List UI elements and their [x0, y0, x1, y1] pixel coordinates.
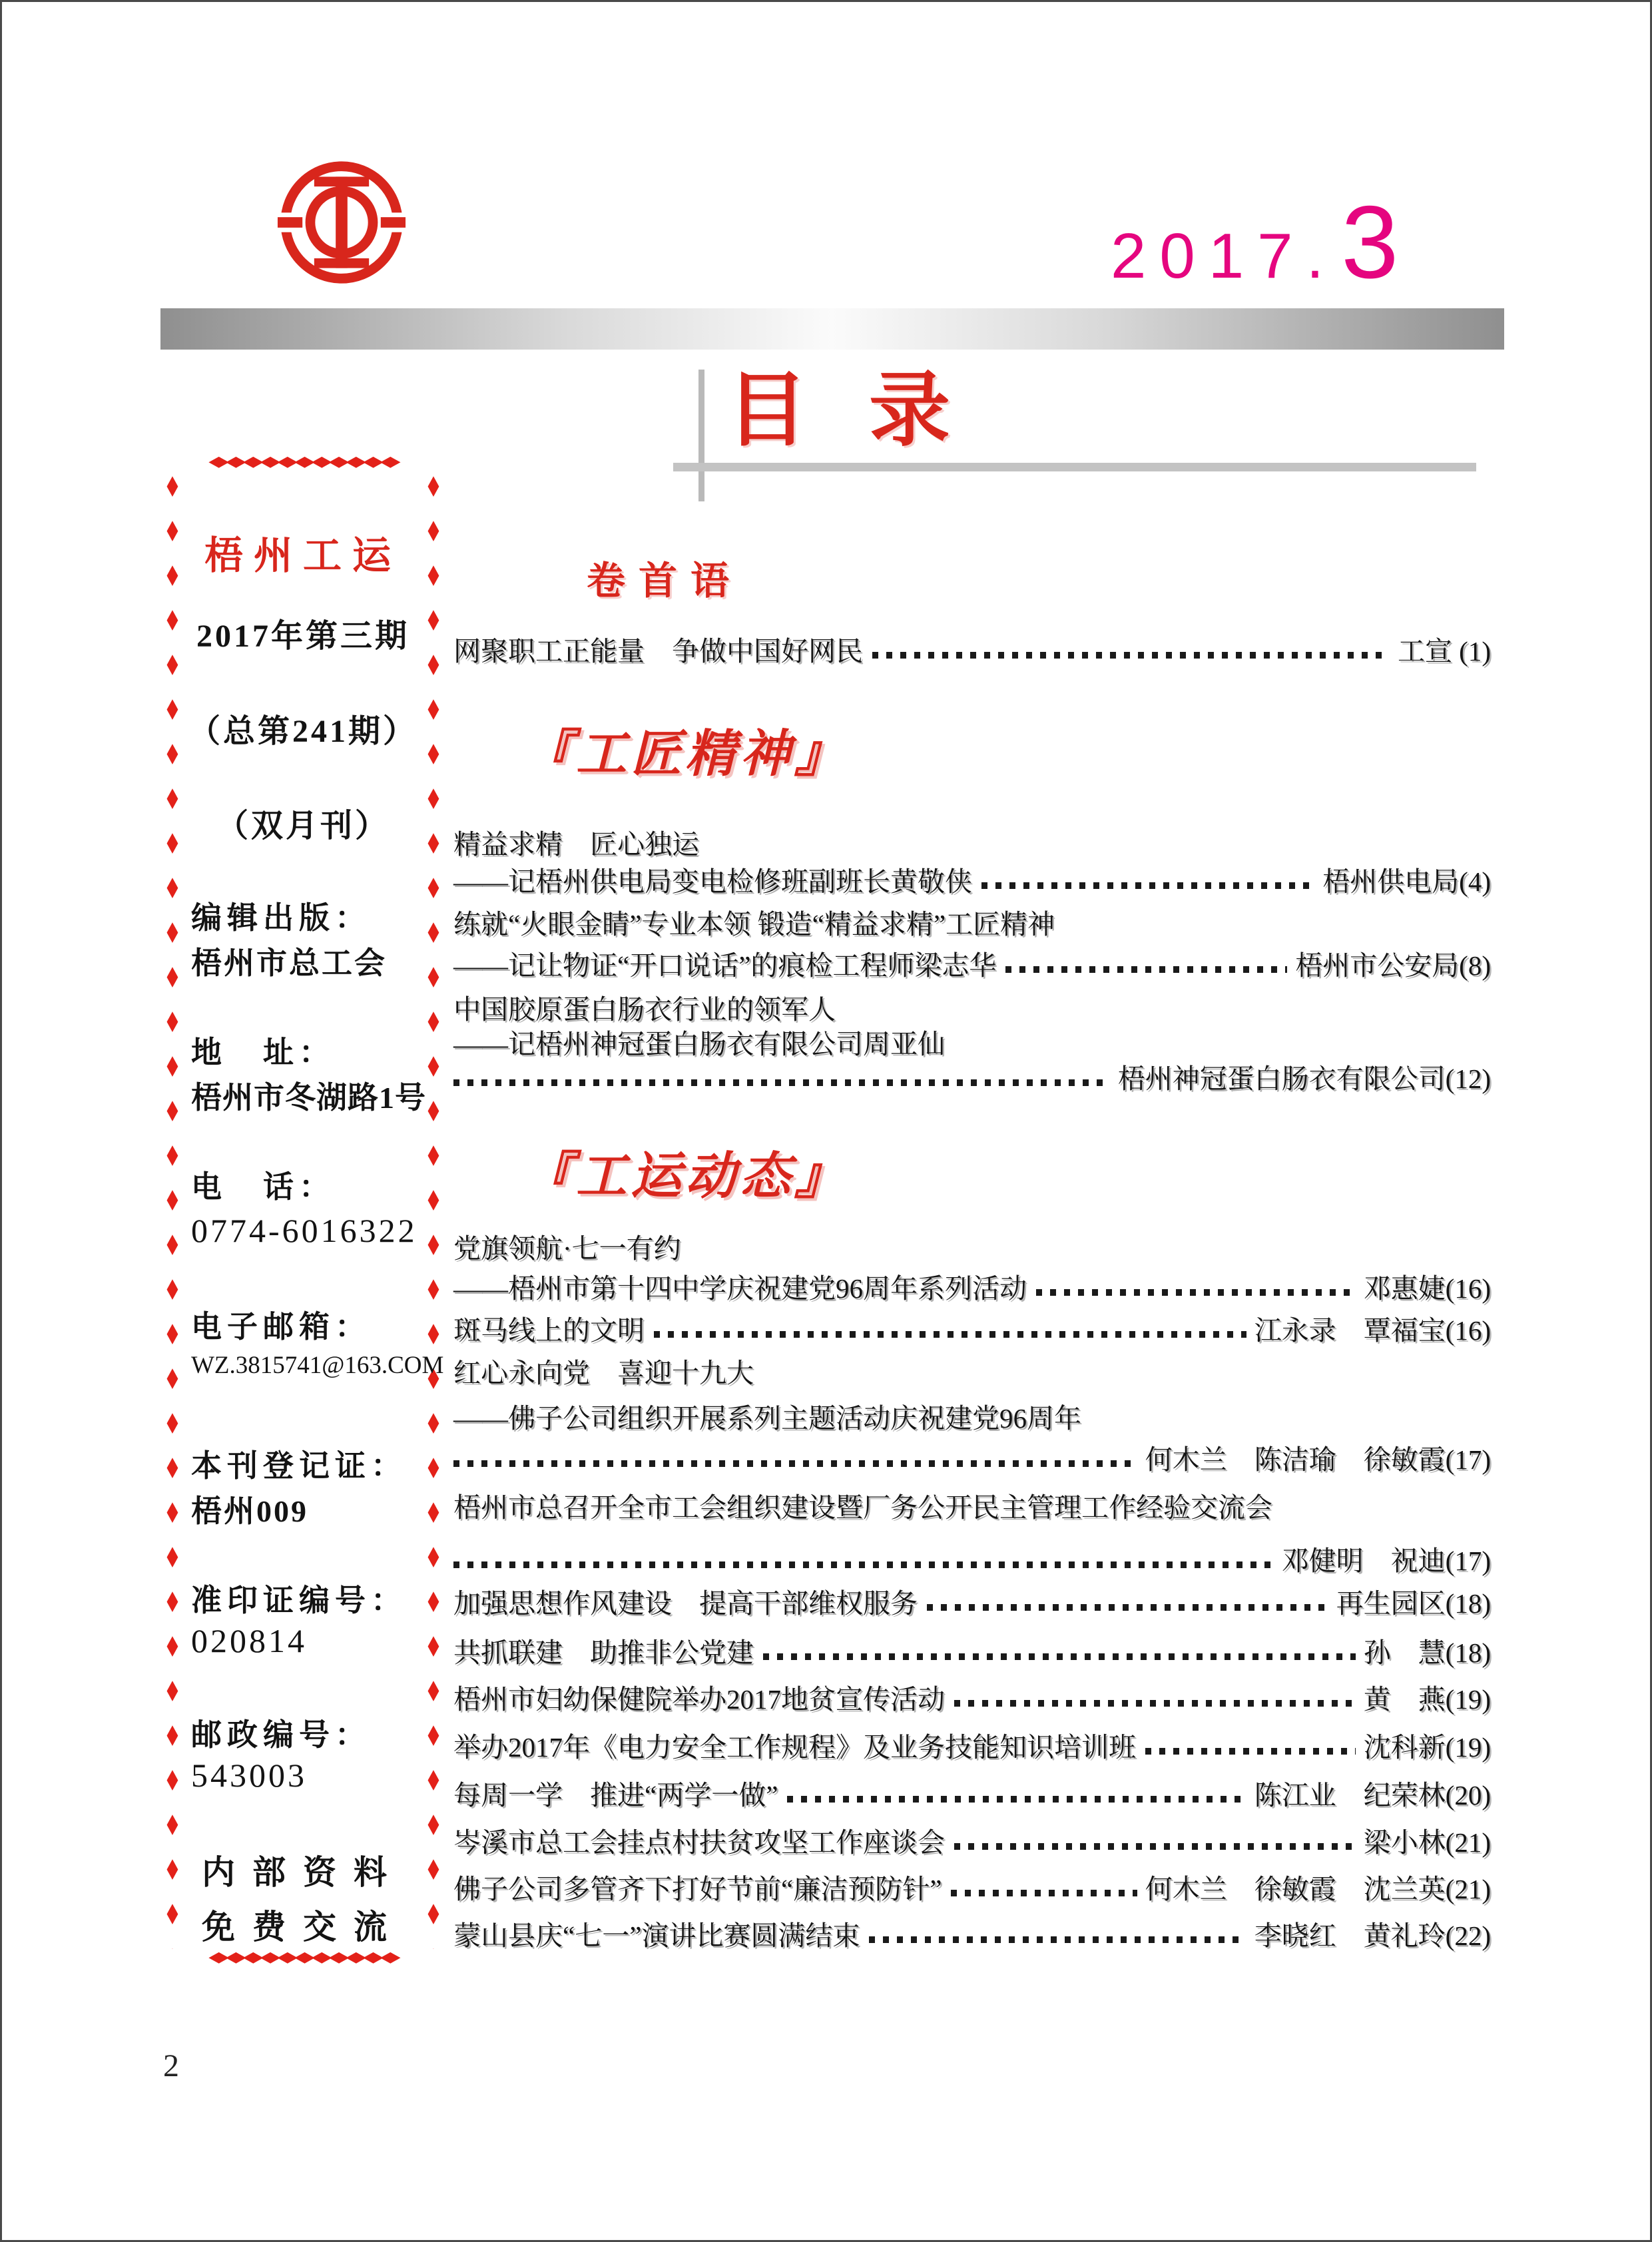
email-label: 电子邮箱： — [191, 1310, 371, 1344]
toc-entry — [453, 1918, 1491, 1954]
toc-leader-dots — [951, 1890, 1137, 1896]
diamond-border-left — [158, 469, 187, 1949]
toc-entry-title: 加强思想作风建设 提高干部维权服务 — [453, 1588, 918, 1619]
toc-entry-author-page: 黄 燕(19) — [1363, 1684, 1491, 1715]
toc-entry — [453, 633, 1491, 669]
issue-year: 2017. — [1111, 220, 1338, 292]
toc-entry — [453, 1312, 1491, 1348]
toc-leader-dots — [453, 1460, 1137, 1467]
toc-entry — [453, 864, 1491, 900]
toc-entry-author-page: 梧州市公安局(8) — [1295, 950, 1491, 981]
toc-entry-title: 网聚职工正能量 争做中国好网民 — [453, 636, 863, 667]
toc-entry — [453, 1635, 1491, 1671]
toc-leader-dots — [954, 1843, 1356, 1850]
page-number: 2 — [163, 2048, 179, 2084]
postal-value: 543003 — [191, 1757, 307, 1794]
section-header-juanshouyu: 卷首语 — [587, 559, 743, 603]
diamond-border-right — [419, 469, 448, 1949]
toc-leader-dots — [869, 1936, 1246, 1943]
toc-entry — [453, 906, 1491, 942]
header-divider-bar — [160, 308, 1504, 350]
toc-entry-author-page: 陈江业 纪荣林(20) — [1254, 1780, 1491, 1811]
toc-entry — [453, 1400, 1491, 1436]
toc-entry — [453, 1729, 1491, 1765]
toc-entry-continuation — [453, 1442, 1491, 1478]
diamond-border-top — [176, 449, 429, 473]
toc-entry-title: ——记梧州供电局变电检修班副班长黄敬侠 — [453, 866, 972, 897]
toc-entry-title: ——记梧州神冠蛋白肠衣有限公司周亚仙 — [453, 1029, 945, 1059]
toc-entry-title: ——佛子公司组织开展系列主题活动庆祝建党96周年 — [453, 1403, 1081, 1434]
toc-entry-author-page: 再生园区(18) — [1336, 1588, 1491, 1619]
toc-entry-title: 中国胶原蛋白肠衣行业的领军人 — [453, 994, 836, 1025]
toc-entry — [453, 1777, 1491, 1813]
toc-entry — [453, 1871, 1491, 1907]
trade-union-emblem-svg — [276, 157, 407, 288]
title-horizontal-rule — [673, 463, 1476, 471]
toc-entry-author-page: 邓惠婕(16) — [1363, 1273, 1491, 1304]
registration-value: 梧州009 — [191, 1494, 308, 1528]
toc-leader-dots — [1005, 966, 1287, 973]
toc-leader-dots — [954, 1700, 1356, 1707]
toc-entry — [453, 1681, 1491, 1717]
toc-entry-title: 佛子公司多管齐下打好节前“廉洁预防针” — [453, 1874, 942, 1904]
toc-entry-title: 斑马线上的文明 — [453, 1315, 645, 1346]
toc-entry — [453, 991, 1491, 1027]
toc-entry-title: 岑溪市总工会挂点村扶贫攻坚工作座谈会 — [453, 1827, 945, 1858]
issue-line: 2017年第三期 — [196, 619, 410, 654]
journal-info-box — [172, 460, 444, 1958]
toc-leader-dots — [763, 1653, 1356, 1660]
toc-entry-author-page: 梧州供电局(4) — [1322, 866, 1491, 897]
toc-entry — [453, 1026, 1491, 1062]
phone-label: 电 话： — [191, 1170, 335, 1204]
page-title-char-2: 录 — [869, 366, 950, 456]
address-value: 梧州市冬湖路1号 — [191, 1081, 426, 1115]
toc-entry-author-page: 工宣 (1) — [1397, 636, 1491, 667]
toc-leader-dots — [654, 1331, 1246, 1338]
toc-entry-title: 精益求精 匠心独运 — [453, 829, 699, 860]
toc-entry-title: 练就“火眼金睛”专业本领 锻造“精益求精”工匠精神 — [453, 909, 1055, 940]
toc-entry — [453, 1585, 1491, 1621]
publisher-label: 编辑出版： — [191, 901, 371, 935]
toc-leader-dots — [981, 882, 1314, 889]
trade-union-emblem-icon — [276, 157, 407, 288]
page-title-char-1: 目 — [726, 366, 808, 456]
toc-leader-dots — [453, 1561, 1274, 1568]
journal-name: 梧州工运 — [204, 534, 402, 577]
internal-material-note: 内部资料 — [202, 1854, 404, 1891]
toc-entry — [453, 1355, 1491, 1391]
toc-entry-continuation — [453, 1543, 1491, 1579]
toc-entry-author-page: 何木兰 陈洁瑜 徐敏霞(17) — [1145, 1444, 1491, 1475]
publisher-value: 梧州市总工会 — [191, 946, 387, 980]
section-header-gongyun: 『工运动态』 — [521, 1149, 849, 1205]
permit-label: 准印证编号： — [191, 1583, 407, 1617]
toc-entry — [453, 1231, 1491, 1266]
toc-entry — [453, 948, 1491, 983]
toc-entry-author-page: 邓健明 祝迪(17) — [1281, 1545, 1491, 1576]
toc-entry-continuation — [453, 1061, 1491, 1097]
toc-entry-title: 蒙山县庆“七一”演讲比赛圆满结束 — [453, 1920, 860, 1951]
toc-entry-title: 举办2017年《电力安全工作规程》及业务技能知识培训班 — [453, 1732, 1136, 1763]
toc-entry-title: ——梧州市第十四中学庆祝建党96周年系列活动 — [453, 1273, 1027, 1304]
total-issue-line: （总第241期） — [188, 714, 417, 749]
toc-leader-dots — [453, 1079, 1110, 1086]
toc-entry-title: 梧州市总召开全市工会组织建设暨厂务公开民主管理工作经验交流会 — [453, 1492, 1272, 1523]
toc-entry-author-page: 沈科新(19) — [1363, 1732, 1491, 1763]
toc-entry-author-page: 江永录 覃福宝(16) — [1254, 1315, 1491, 1346]
frequency-line: （双月刊） — [216, 808, 390, 844]
toc-entry-author-page: 李晓红 黄礼玲(22) — [1254, 1920, 1491, 1951]
permit-value: 020814 — [191, 1622, 307, 1659]
toc-entry-author-page: 何木兰 徐敏霞 沈兰英(21) — [1145, 1874, 1491, 1904]
toc-leader-dots — [872, 652, 1390, 659]
issue-number — [1111, 183, 1398, 302]
toc-entry-title: 红心永向党 喜迎十九大 — [453, 1358, 754, 1388]
email-value: WZ.3815741@163.COM — [191, 1352, 444, 1379]
diamond-border-bottom — [176, 1945, 429, 1969]
toc-entry-title: 梧州市妇幼保健院举办2017地贫宣传活动 — [453, 1684, 945, 1715]
toc-entry — [453, 1490, 1491, 1526]
section-header-gongjiang: 『工匠精神』 — [521, 726, 849, 782]
toc-entry-title: 每周一学 推进“两学一做” — [453, 1780, 778, 1811]
issue-month: 3 — [1341, 184, 1399, 300]
toc-leader-dots — [1036, 1289, 1356, 1296]
toc-leader-dots — [787, 1796, 1246, 1803]
toc-entry — [453, 826, 1491, 862]
postal-label: 邮政编号： — [191, 1718, 371, 1752]
title-vertical-rule — [698, 370, 704, 501]
phone-value: 0774-6016322 — [191, 1212, 417, 1249]
toc-entry — [453, 1824, 1491, 1860]
page-title — [726, 367, 950, 456]
toc-leader-dots — [1145, 1748, 1356, 1755]
free-exchange-note: 免费交流 — [202, 1908, 404, 1946]
toc-leader-dots — [927, 1604, 1328, 1611]
toc-entry-author-page: 梁小林(21) — [1363, 1827, 1491, 1858]
address-label: 地 址： — [191, 1035, 335, 1069]
toc-entry-title: ——记让物证“开口说话”的痕检工程师梁志华 — [453, 950, 997, 981]
toc-entry-author-page: 梧州神冠蛋白肠衣有限公司(12) — [1117, 1063, 1491, 1094]
toc-entry-title: 共抓联建 助推非公党建 — [453, 1637, 754, 1668]
toc-entry — [453, 1270, 1491, 1306]
registration-label: 本刊登记证： — [191, 1449, 407, 1483]
toc-entry-author-page: 孙 慧(18) — [1363, 1637, 1491, 1668]
toc-entry-title: 党旗领航·七一有约 — [453, 1233, 681, 1264]
